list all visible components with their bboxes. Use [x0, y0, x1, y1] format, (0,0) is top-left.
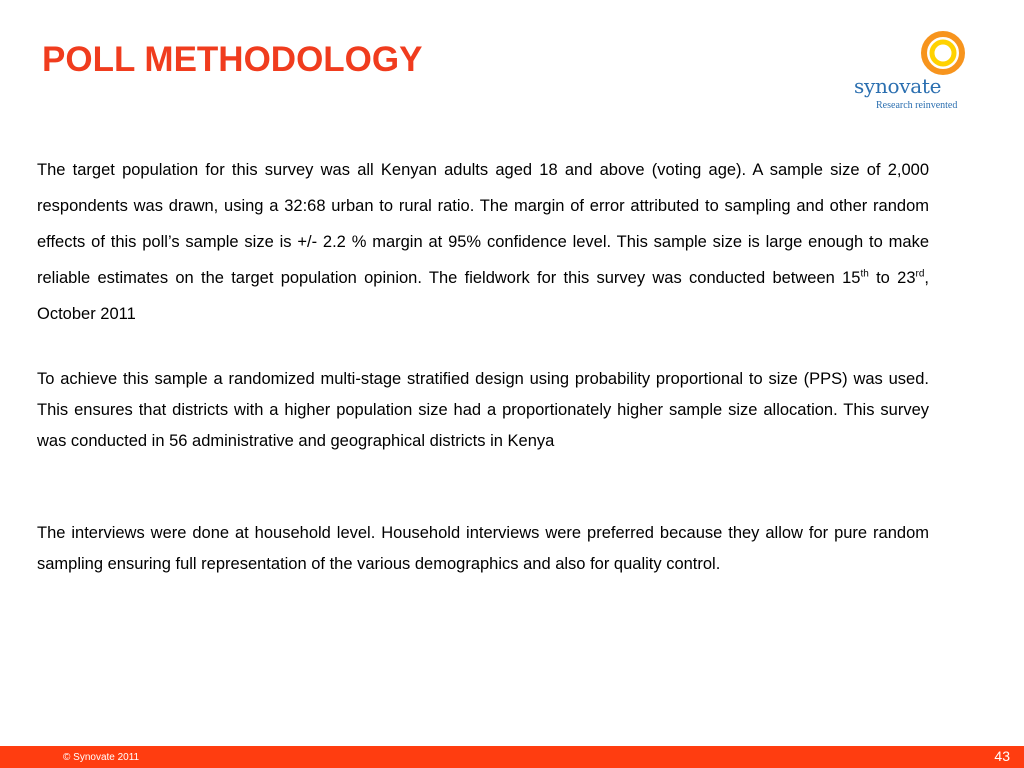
- paragraph-interviews: The interviews were done at household level. Household interviews were preferred because they allow for pure random sampling ensuring full representation of the various demographics and also for quality control.: [37, 524, 929, 573]
- page-number: 43: [994, 748, 1010, 764]
- footer-bar: [0, 746, 1024, 768]
- footer-copyright: © Synovate 2011: [63, 752, 140, 763]
- synovate-logo: [850, 28, 975, 113]
- paragraph-design: To achieve this sample a randomized multi-stage stratified design using probability proportional to size (PPS) was used. This ensures that districts with a higher population size had a proportionately higher sample size allocation. This survey was conducted in 56 administrative and geographical districts in Kenya: [37, 370, 929, 450]
- paragraph-text-mid: to 23: [868, 269, 916, 287]
- paragraph-text: The target population for this survey was all Kenyan adults aged 18 and above (voting age). A sample size of 2,000 respondents was drawn, using a 32:68 urban to rural ratio. The margin of error attributed to sampling and other random effects of this poll’s sample size is +/- 2.2 % margin at 95% confidence level. This sample size is large enough to make reliable estimates on the target population opinion. The fieldwork for this survey was conducted between 15: [37, 161, 929, 287]
- logo-wordmark: synovate: [854, 74, 942, 98]
- synovate-ring-logo-icon: [920, 30, 966, 76]
- slide-title: POLL METHODOLOGY: [42, 40, 423, 79]
- superscript-th: th: [860, 268, 869, 280]
- paragraph-sample: [37, 152, 929, 332]
- paragraph-text-tail: , October 2011: [37, 269, 929, 323]
- superscript-rd: rd: [915, 268, 925, 280]
- logo-tagline: Research reinvented: [876, 100, 958, 111]
